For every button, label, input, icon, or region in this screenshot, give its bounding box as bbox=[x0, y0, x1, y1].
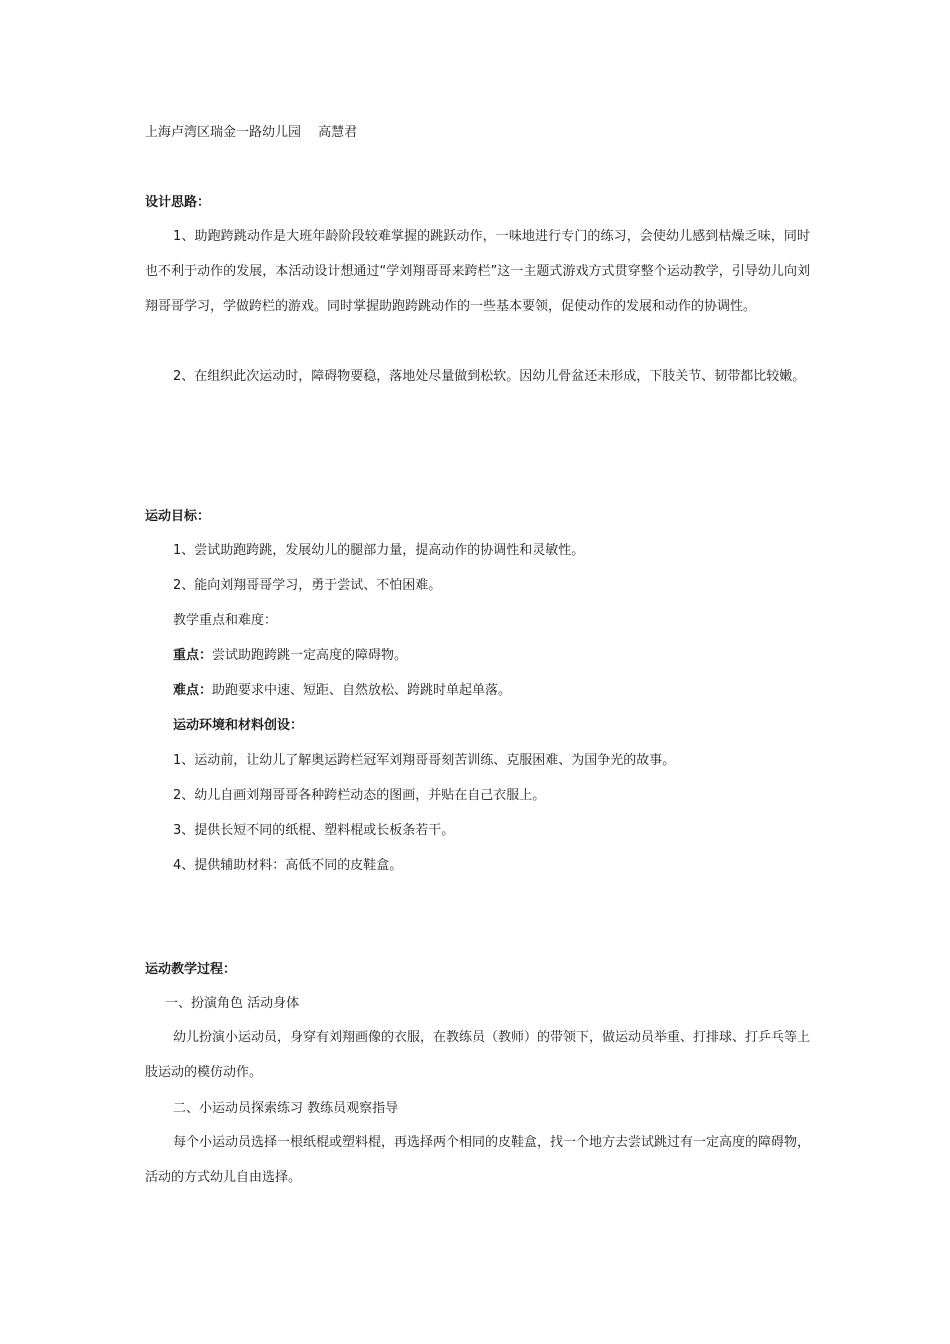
environment-item-1: 1、运动前，让幼儿了解奥运跨栏冠军刘翔哥哥刻苦训练、克服困难、为国争光的故事。 bbox=[173, 753, 676, 768]
environment-item-3: 3、提供长短不同的纸棍、塑料棍或长板条若干。 bbox=[173, 823, 455, 838]
design-paragraph-1: 1、助跑跨跳动作是大班年龄阶段较难掌握的跳跃动作，一味地进行专门的练习，会使幼儿感到枯燥乏味，同时也不利于动作的发展，本活动设计想通过“学刘翔哥哥来跨栏”这一主题式游戏方式贯穿整个运动教学，引导幼儿向刘翔哥哥学习，学做跨栏的游戏。同时掌握助跑跨跳动作的一些基本要领，促使动作的发展和动作的协调性。 bbox=[145, 229, 810, 314]
difficulty-label: 难点： bbox=[173, 683, 213, 698]
design-heading: 设计思路： bbox=[145, 195, 211, 210]
key-point-text: 尝试助跑跨跳一定高度的障碍物。 bbox=[212, 648, 408, 663]
goals-heading: 运动目标： bbox=[145, 509, 211, 524]
difficulty-text: 助跑要求中速、短距、自然放松、跨跳时单起单落。 bbox=[212, 683, 512, 698]
author-line: 上海卢湾区瑞金一路幼儿园 高慧君 bbox=[145, 125, 358, 140]
key-point-label: 重点： bbox=[173, 648, 213, 663]
difficulty-point bbox=[173, 682, 511, 700]
environment-item-4: 4、提供辅助材料：高低不同的皮鞋盒。 bbox=[173, 858, 403, 873]
step-1-title: 一、扮演角色 活动身体 bbox=[165, 996, 300, 1011]
key-point bbox=[173, 647, 407, 665]
step-1-text: 幼儿扮演小运动员，身穿有刘翔画像的衣服，在教练员（教师）的带领下，做运动员举重、打排球、打乒乓等上肢运动的模仿动作。 bbox=[145, 1030, 811, 1080]
environment-heading: 运动环境和材料创设： bbox=[173, 718, 304, 733]
design-paragraph-2: 2、在组织此次运动时，障碍物要稳，落地处尽量做到松软。因幼儿骨盆还未形成，下肢关节、韧带都比较嫩。 bbox=[173, 369, 806, 384]
goal-item-1: 1、尝试助跑跨跳，发展幼儿的腿部力量，提高动作的协调性和灵敏性。 bbox=[173, 543, 585, 558]
goal-item-2: 2、能向刘翔哥哥学习，勇于尝试、不怕困难。 bbox=[173, 578, 442, 593]
environment-item-2: 2、幼儿自画刘翔哥哥各种跨栏动态的图画，并贴在自己衣服上。 bbox=[173, 788, 546, 803]
step-2-text: 每个小运动员选择一根纸棍或塑料棍，再选择两个相同的皮鞋盒，找一个地方去尝试跳过有一定高度的障碍物，活动的方式幼儿自由选择。 bbox=[145, 1135, 811, 1185]
process-heading: 运动教学过程： bbox=[145, 962, 237, 977]
focus-heading: 教学重点和难度： bbox=[173, 613, 278, 628]
step-2-title: 二、小运动员探索练习 教练员观察指导 bbox=[173, 1101, 399, 1116]
